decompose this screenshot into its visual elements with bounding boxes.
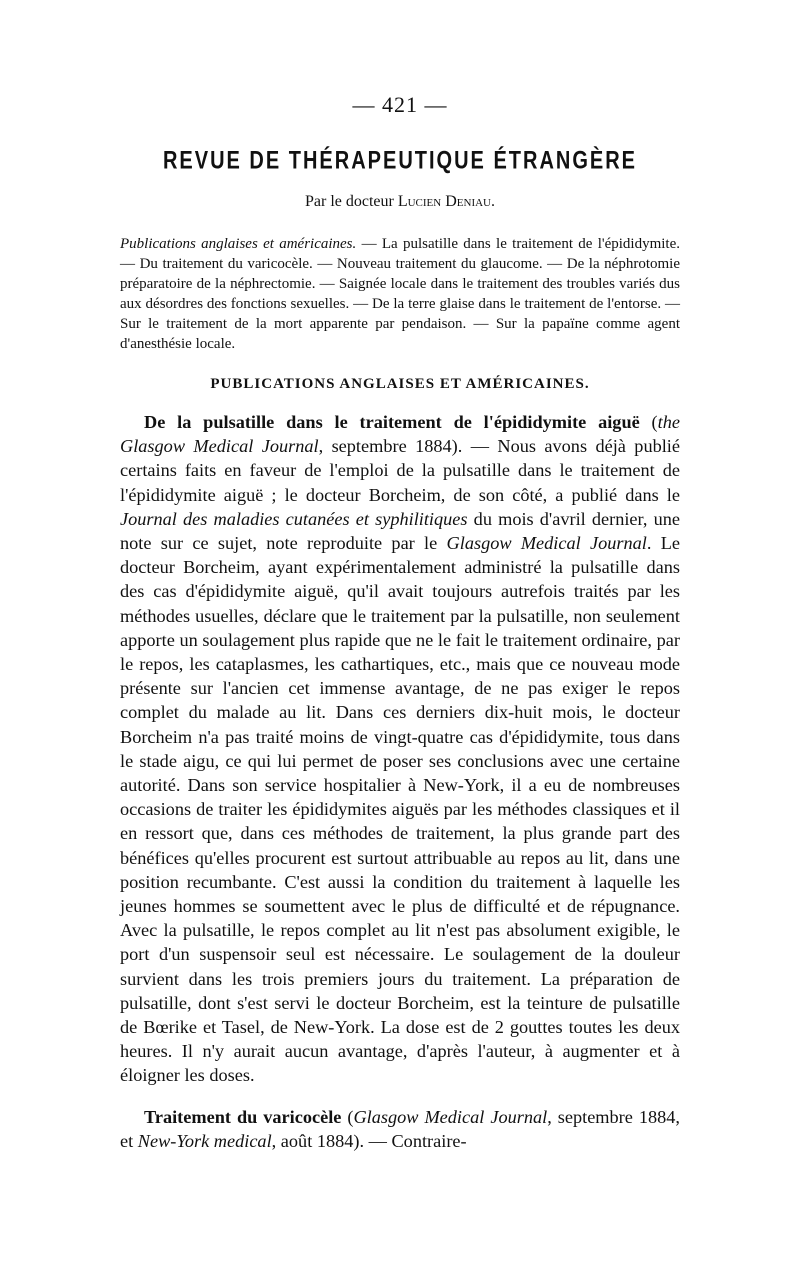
article-varicocele-heading: Traitement du varicocèle [144, 1107, 342, 1127]
article-varicocele-text: Contraire- [391, 1131, 467, 1152]
article-pulsatille-journal-3: Glasgow Medical Journal [446, 533, 647, 554]
article-varicocele-ref-close: , août 1884). — [271, 1131, 392, 1152]
byline-prefix: Par le docteur [304, 193, 398, 210]
page-number: — 421 — [352, 92, 448, 117]
article-varicocele-ref-mid: , septembre 1884, et [120, 1107, 680, 1152]
article-pulsatille-text-a: Nous avons déjà publié certains faits en faveur de l'emploi de la pulsatille dans le traitement de l'épididymite aiguë ; le docteur Borcheim, de son côté, a publié dans le [120, 436, 681, 505]
article-varicocele-ref-journal-2: New-York medical [137, 1131, 272, 1152]
summary-lead: Publications anglaises et américaines. [120, 236, 357, 252]
article-pulsatille-text-b: du mois d'avril dernier, une note sur ce sujet, note reproduite par le [120, 508, 681, 554]
article-pulsatille-text-c: . Le docteur Borcheim, ayant expérimentalement administré la pulsatille dans des cas d'épididymite aiguë, qu'il avait toujours autrefois traités par les méthodes usuelles, déclare que le traitement par la pulsatille, non seulement apporte un soulagement plus rapide que ne le fait le traitement ordinaire, par le repos, les cataplasmes, les cathartiques, etc., mais que ce nouveau mode présente sur l'ancien cet immense avantage, de ne pas exiger le repos complet du malade au lit. Dans ces derniers dix-huit mois, le docteur Borcheim n'a pas traité moins de vingt-quatre cas d'épididymite, tous dans le stade aigu, ce qui lui permet de poser ses conclusions avec une certaine autorité. Dans son service hospitalier à New-York, il a eu de nombreuses occasions de traiter les épididymites aiguës par les méthodes classiques et il en ressort que, dans ces méthodes de traitement, la plus grande part des bénéfices qu'elles procurent est surtout attribuable au repos au lit, dans une position recumbante. C'est aussi la condition du traitement à laquelle les jeunes hommes se soumettent avec le plus de difficulté et de répugnance. Avec la pulsatille, le repos complet au lit n'est pas absolument exigible, le port d'un suspensoir seul est nécessaire. Le soulagement de la douleur survient dans les trois premiers jours du traitement. La préparation de pulsatille, dont s'est servi le docteur Borcheim, est la teinture de pulsatille de Bœrike et Tasel, de New-York. La dose est de 2 gouttes toutes les deux heures. Il n'y aurait aucun avantage, d'après l'auteur, à augmenter et à éloigner les doses. [120, 533, 681, 1086]
article-varicocele-ref-open: ( [341, 1107, 354, 1127]
journal-title: REVUE DE THÉRAPEUTIQUE ÉTRANGÈRE [162, 147, 638, 175]
article-pulsatille-ref-open: ( [639, 412, 658, 432]
summary-text: — La pulsatille dans le traitement de l'épididymite. — Du traitement du varicocèle. — Nouveau traitement du glaucome. — De la néphrotomie préparatoire de la néphrectomie. — Saignée locale dans le traitement des troubles variés dus aux désordres des fonctions sexuelles. — De la terre glaise dans le traitement de l'entorse. — Sur le traitement de la mort apparente par pendaison. — Sur la papaïne comme agent d'anesthésie locale. [120, 236, 681, 352]
article-pulsatille-ref-close: , septembre 1884). — [318, 436, 498, 457]
article-pulsatille-journal-2: Journal des maladies cutanées et syphilitiques [120, 508, 468, 529]
article-pulsatille-heading: De la pulsatille dans le traitement de l'épididymite aiguë [144, 412, 640, 432]
article-varicocele [120, 1105, 680, 1153]
article-pulsatille [120, 410, 680, 1088]
byline-author: Lucien Deniau. [397, 193, 495, 210]
byline [0, 193, 800, 211]
summary-paragraph [120, 234, 680, 354]
section-heading: PUBLICATIONS ANGLAISES ET AMÉRICAINES. [210, 376, 590, 392]
article-pulsatille-ref-journal: the Glasgow Medical Journal [120, 412, 680, 457]
article-varicocele-ref-journal-1: Glasgow Medical Journal [353, 1107, 548, 1127]
